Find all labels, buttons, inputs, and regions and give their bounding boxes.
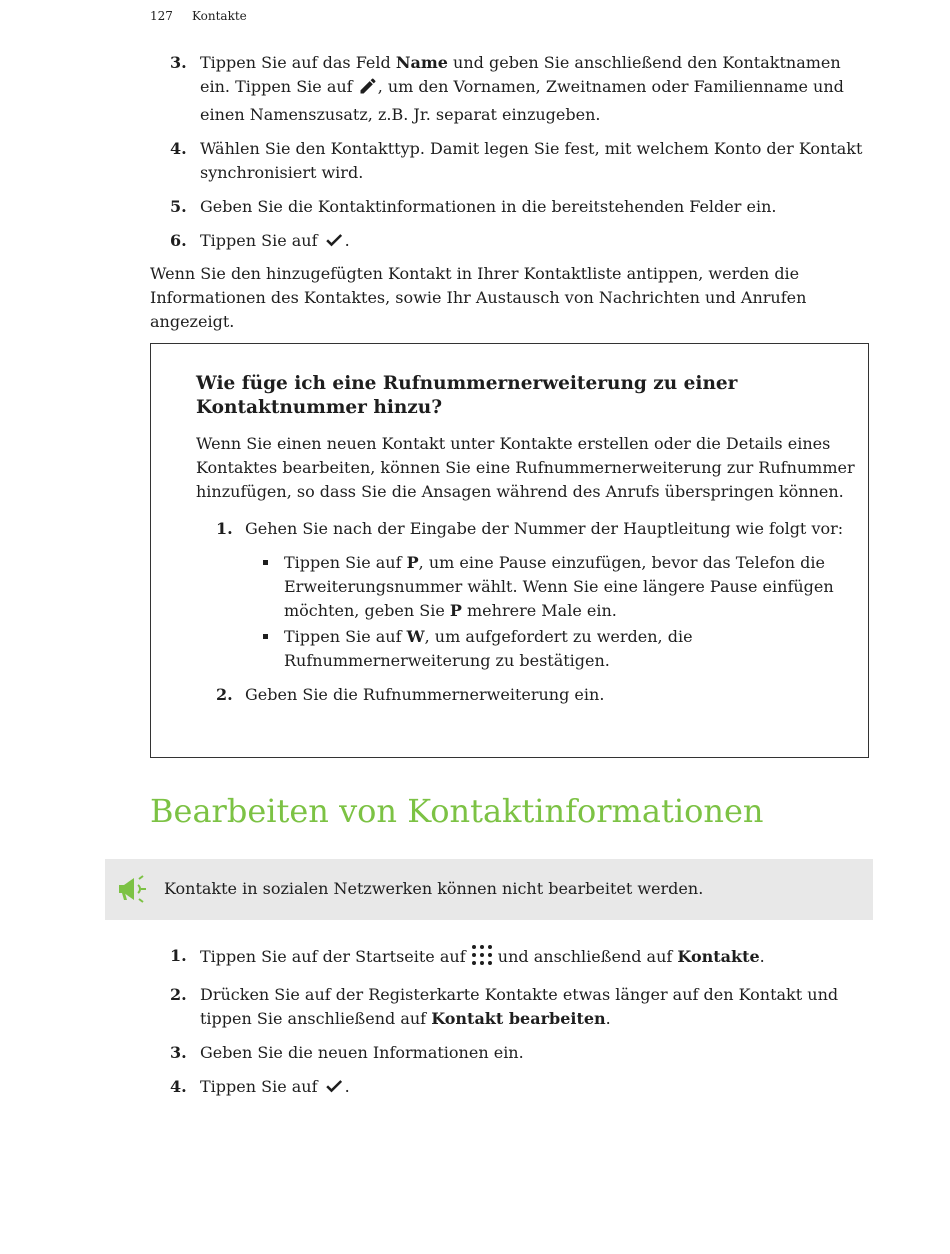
info-box-steps-2 bbox=[196, 683, 861, 707]
bullet-item: Tippen Sie auf W, um aufgefordert zu werden, die Rufnummernerweiterung zu bestätigen. bbox=[245, 625, 861, 673]
list-item: 2. Geben Sie die Rufnummernerweiterung ein. bbox=[196, 683, 861, 707]
steps-list-top bbox=[150, 51, 870, 267]
step-number: 5. bbox=[170, 197, 187, 216]
note-box bbox=[105, 859, 873, 920]
bullet-square-icon bbox=[263, 560, 268, 565]
info-box bbox=[150, 343, 869, 758]
body-paragraph: Wenn Sie den hinzugefügten Kontakt in Ihrer Kontaktliste antippen, werden die Informationen des Kontaktes, sowie Ihr Austausch von Nachrichten und Anrufen angezeigt. bbox=[150, 264, 807, 331]
list-item: 4. Wählen Sie den Kontakttyp. Damit legen Sie fest, mit welchem Konto der Kontakt synchronisiert wird. bbox=[170, 139, 863, 182]
bullet-square-icon bbox=[263, 634, 268, 639]
page-header bbox=[150, 9, 247, 23]
list-item: 3. Geben Sie die neuen Informationen ein. bbox=[150, 1041, 870, 1065]
step-number: 6. bbox=[170, 231, 187, 250]
list-item: 1. Tippen Sie auf der Startseite auf und anschließend auf Kontakte. bbox=[150, 944, 870, 973]
field-name-label: Name bbox=[395, 53, 448, 72]
step-number: 2. bbox=[170, 985, 187, 1004]
apps-grid-icon bbox=[471, 944, 493, 973]
step-number: 4. bbox=[170, 1077, 187, 1096]
steps-list-bottom bbox=[150, 944, 870, 1113]
list-item: 1. Gehen Sie nach der Eingabe der Nummer der Hauptleitung wie folgt vor: Tippen Sie auf P, um eine Pause einzufügen, bevor das Telefon die Erweiterungsnummer wählt. Wenn Sie eine längere Pause einfügen möchten, geben Sie P mehrere Male ein. Tippen Sie auf W, um aufgefordert zu werden, die Rufnummernerweiterung zu bestätigen. bbox=[196, 517, 861, 673]
megaphone-icon bbox=[115, 873, 147, 905]
info-box-title: Wie füge ich eine Rufnummernerweiterung zu einer Kontaktnummer hinzu? bbox=[196, 373, 738, 418]
section-title: Bearbeiten von Kontaktinformationen bbox=[150, 792, 764, 830]
info-box-intro: Wenn Sie einen neuen Kontakt unter Kontakte erstellen oder die Details eines Kontaktes bearbeiten, können Sie eine Rufnummernerweiterung zur Rufnummer hinzufügen, so dass Sie die Ansagen während des Anrufs überspringen können. bbox=[196, 434, 855, 501]
list-item: 4. Tippen Sie auf . bbox=[150, 1075, 870, 1103]
step-number: 3. bbox=[170, 1043, 187, 1062]
step-number: 2. bbox=[216, 685, 233, 704]
note-text: Kontakte in sozialen Netzwerken können nicht bearbeitet werden. bbox=[164, 879, 704, 898]
info-box-steps bbox=[196, 517, 861, 675]
step-number: 3. bbox=[170, 53, 187, 72]
pencil-icon bbox=[358, 76, 378, 103]
step-number: 1. bbox=[216, 519, 233, 538]
step-number: 4. bbox=[170, 139, 187, 158]
section-name: Kontakte bbox=[192, 9, 247, 23]
page-number: 127 bbox=[150, 9, 173, 23]
list-item: 5. Geben Sie die Kontaktinformationen in die bereitstehenden Felder ein. bbox=[150, 195, 870, 219]
bullet-item: Tippen Sie auf P, um eine Pause einzufügen, bevor das Telefon die Erweiterungsnummer wählt. Wenn Sie eine längere Pause einfügen möchten, geben Sie P mehrere Male ein. bbox=[245, 551, 861, 623]
step-number: 1. bbox=[170, 946, 187, 965]
list-item: 6. Tippen Sie auf . bbox=[150, 229, 870, 257]
checkmark-icon bbox=[323, 230, 345, 257]
checkmark-icon bbox=[323, 1076, 345, 1103]
list-item: 3. Tippen Sie auf das Feld Name und geben Sie anschließend den Kontaktnamen ein. Tippen Sie auf , um den Vornamen, Zweitnamen oder Familienname und einen Namenszusatz, z.B. Jr. separat einzugeben. bbox=[170, 53, 844, 124]
bullet-list bbox=[245, 551, 861, 673]
list-item: 2. Drücken Sie auf der Registerkarte Kontakte etwas länger auf den Kontakt und tippen Sie anschließend auf Kontakt bearbeiten. bbox=[170, 985, 839, 1028]
